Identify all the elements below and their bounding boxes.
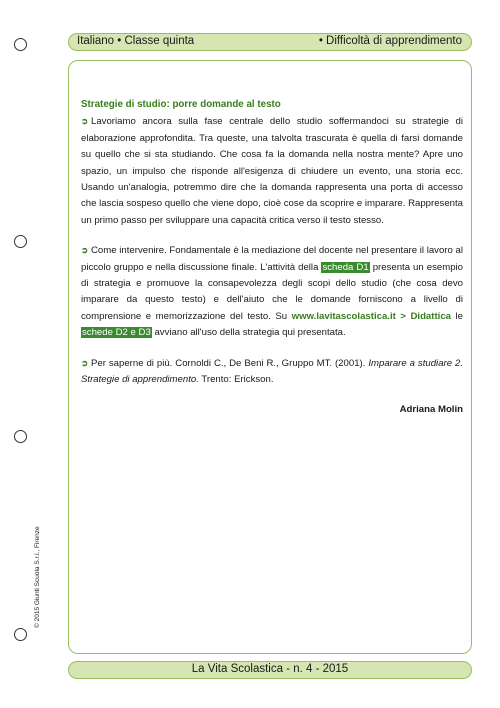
article	[81, 97, 463, 418]
binder-hole-2	[14, 235, 27, 248]
author-signature: Adriana Molin	[399, 403, 463, 415]
header-subject: Italiano • Classe quinta	[77, 35, 195, 47]
highlight-scheda-d1: scheda D1	[322, 261, 369, 273]
arrow-icon: ➲	[81, 357, 89, 368]
binder-hole-1	[14, 38, 27, 51]
binder-hole-3	[14, 430, 27, 443]
arrow-icon: ➲	[81, 245, 89, 256]
header-bar	[68, 33, 472, 51]
website-link[interactable]: www.lavitascolastica.it > Didattica	[291, 310, 451, 322]
article-title: Strategie di studio: porre domande al testo	[81, 99, 281, 110]
footer-bar	[68, 661, 472, 679]
footer-text: La Vita Scolastica - n. 4 - 2015	[191, 663, 349, 675]
paragraph-references: ➲ Per saperne di più. Cornoldi C., De Beni R., Gruppo MT. (2001). Imparare a studiare 2. Strategie di apprendimento. Trento: Erickson.	[81, 355, 463, 389]
paragraph-intervention: ➲ Come intervenire. Fondamentale è la mediazione del docente nel presentare il lavoro al piccolo gruppo e nella discussione finale. L'attività della scheda D1 presenta un esempio di strategia e promuove la consapevolezza degli scopi dello studio (che cosa devo imparare da questo testo) e dell'aiuto che le domande forniscono a livello di comprensione e memorizzazione del testo. Su www.lavitascolastica.it > Didattica le schede D2 e D3 avviano all'uso della strategia qui presentata.	[81, 242, 463, 341]
paragraph-intro: ➲ Lavoriamo ancora sulla fase centrale dello studio soffermandoci su strategie di elaborazione approfondita. Tra queste, una talvolta trascurata è quella di farsi domande su quello che si sta studiando. Che cosa fa la domanda nella nostra mente? Apre uno spazio, un impulso che risponde all'esigenza di chiudere un evento, una storia ecc. Usando un'analogia, potremmo dire che la domanda rappresenta una porta di accesso che lascia sospeso quello che viene dopo, cioè cose da scoprire e imparare. Rappresenta un primo passo per sviluppare una capacità critica verso il testo stesso.	[81, 113, 463, 229]
arrow-icon: ➲	[81, 116, 89, 127]
copyright-notice: © 2015 Giunti Scuola S.r.l., Firenze	[34, 526, 41, 628]
highlight-schede-d2-d3: schede D2 e D3	[82, 327, 151, 339]
binder-hole-4	[14, 628, 27, 641]
header-topic: • Difficoltà di apprendimento	[318, 35, 462, 47]
